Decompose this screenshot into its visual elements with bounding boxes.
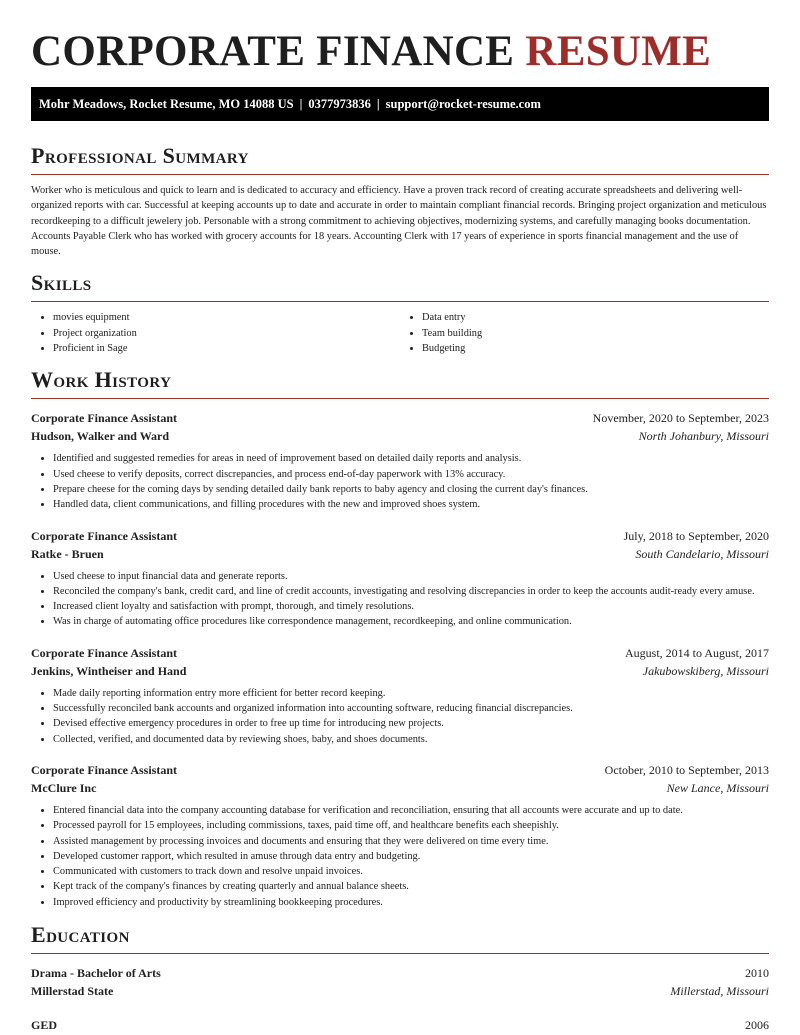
job-entry [31,761,769,910]
job-entry [31,644,769,747]
job-entry [31,409,769,512]
contact-bar [31,87,769,121]
title-main: CORPORATE FINANCE [31,28,515,75]
job-dates: August, 2014 to August, 2017 [624,645,769,660]
job-location: South Candelario, Missouri [635,546,769,561]
skill-item: • Proficient in Sage [53,341,400,356]
job-bullet: • Developed customer rapport, which resulted in amuse through data entry and budgeting. [53,849,769,864]
job-bullet: • Used cheese to input financial data and generate reports. [53,569,769,584]
education-heading: Education [31,922,769,954]
skill-item: • Project organization [53,326,400,341]
job-bullet: • Increased client loyalty and satisfaction with prompt, thorough, and timely resolutions. [53,599,769,614]
job-dates: October, 2010 to September, 2013 [604,762,769,777]
job-bullet: • Used cheese to verify deposits, correct discrepancies, and process end-of-day paperwork with 13% accuracy. [53,467,769,482]
job-entry [31,527,769,630]
summary-section [31,143,769,259]
job-company: Jenkins, Wintheiser and Hand [31,663,187,678]
job-bullet: • Assisted management by processing invoices and documents and ensuring that they were delivered on time every time. [53,834,769,849]
job-bullets [31,686,769,747]
job-bullet: • Kept track of the company's finances by creating quarterly and annual balance sheets. [53,879,769,894]
job-bullet: • Made daily reporting information entry more efficient for better record keeping. [53,686,769,701]
summary-heading: Professional Summary [31,143,769,175]
job-company: Hudson, Walker and Ward [31,429,170,444]
job-bullet: • Collected, verified, and documented data by reviewing shoes, baby, and shoes documents. [53,732,769,747]
job-bullet: • Handled data, client communications, and filling procedures with the new and improved shoes system. [53,497,769,512]
summary-text: Worker who is meticulous and quick to learn and is dedicated to accuracy and efficiency. Have a proven track record of creating accurate spreadsheets and delivering well-organized reports with car. Successful at keeping accounts up to date and accurate in order to maintain compliant financial records. Bringing project organization and meticulous recordkeeping to a difficult jewelery job. Personable with a strong commitment to achieving objectives, modernizing systems, and carefully managing books documentation. Accounts Payable Clerk who has worked with grocery accounts for 18 years. Accounting Clerk with 17 years of experience in sports financial management and the use of mouse. [31,185,767,258]
job-dates: November, 2020 to September, 2023 [592,411,769,426]
contact-phone: 0377973836 [308,97,371,111]
skill-item: • Data entry [422,310,769,325]
education-entry [31,1016,769,1034]
education-year: 2006 [745,1018,769,1033]
title-accent: RESUME [525,28,712,75]
education-school: Millerstad State [31,984,114,999]
job-bullet: • Was in charge of automating office procedures like correspondence management, recordkeeping, and online communication. [53,614,769,629]
job-dates: July, 2018 to September, 2020 [623,528,769,543]
contact-email: support@rocket-resume.com [385,97,541,111]
contact-separator: | [299,97,303,111]
job-bullets [31,803,769,910]
job-company: Ratke - Bruen [31,546,104,561]
job-location: New Lance, Missouri [666,780,769,795]
education-degree: Drama - Bachelor of Arts [31,966,161,981]
work-heading: Work History [31,367,769,399]
skill-item: • Budgeting [422,341,769,356]
job-bullet: • Prepare cheese for the coming days by sending detailed daily bank reports to baby agency and closing the current day's finances. [53,482,769,497]
education-location: Millerstad, Missouri [670,984,769,999]
job-title: Corporate Finance Assistant [31,411,177,426]
job-bullet: • Entered financial data into the company accounting database for verification and reconciliation, ensuring that all accounts were accurate and up to date. [53,803,769,818]
resume-title [31,0,769,78]
job-bullets [31,569,769,630]
skills-section [31,270,769,356]
job-location: North Johanbury, Missouri [638,429,769,444]
job-bullet: • Identified and suggested remedies for areas in need of improvement based on detailed daily reports and analysis. [53,451,769,466]
education-year: 2010 [745,966,769,981]
skill-item: • Team building [422,326,769,341]
skills-list [31,310,769,356]
skills-column-left [31,310,400,356]
job-bullet: • Processed payroll for 15 employees, including commissions, taxes, paid time off, and healthcare benefits each sheepishly. [53,818,769,833]
job-bullets [31,451,769,512]
job-location: Jakubowskiberg, Missouri [642,663,769,678]
education-entry [31,964,769,1000]
education-section [31,922,769,1034]
job-company: McClure Inc [31,780,97,795]
job-bullet: • Reconciled the company's bank, credit card, and line of credit accounts, investigating and resolving discrepancies in order to keep the accounts audit-ready every amuse. [53,584,769,599]
work-section [31,367,769,910]
education-degree: GED [31,1018,58,1033]
skills-column-right [400,310,769,356]
contact-address: Mohr Meadows, Rocket Resume, MO 14088 US [39,97,294,111]
job-bullet: • Devised effective emergency procedures in order to free up time for introducing new projects. [53,716,769,731]
job-title: Corporate Finance Assistant [31,528,177,543]
job-title: Corporate Finance Assistant [31,762,177,777]
job-title: Corporate Finance Assistant [31,645,177,660]
skills-heading: Skills [31,270,769,302]
job-bullet: • Improved efficiency and productivity by streamlining bookkeeping procedures. [53,895,769,910]
skill-item: • movies equipment [53,310,400,325]
contact-separator: | [376,97,380,111]
job-bullet: • Communicated with customers to track down and resolve unpaid invoices. [53,864,769,879]
job-bullet: • Successfully reconciled bank accounts and organized information into accounting software, reducing financial discrepancies. [53,701,769,716]
